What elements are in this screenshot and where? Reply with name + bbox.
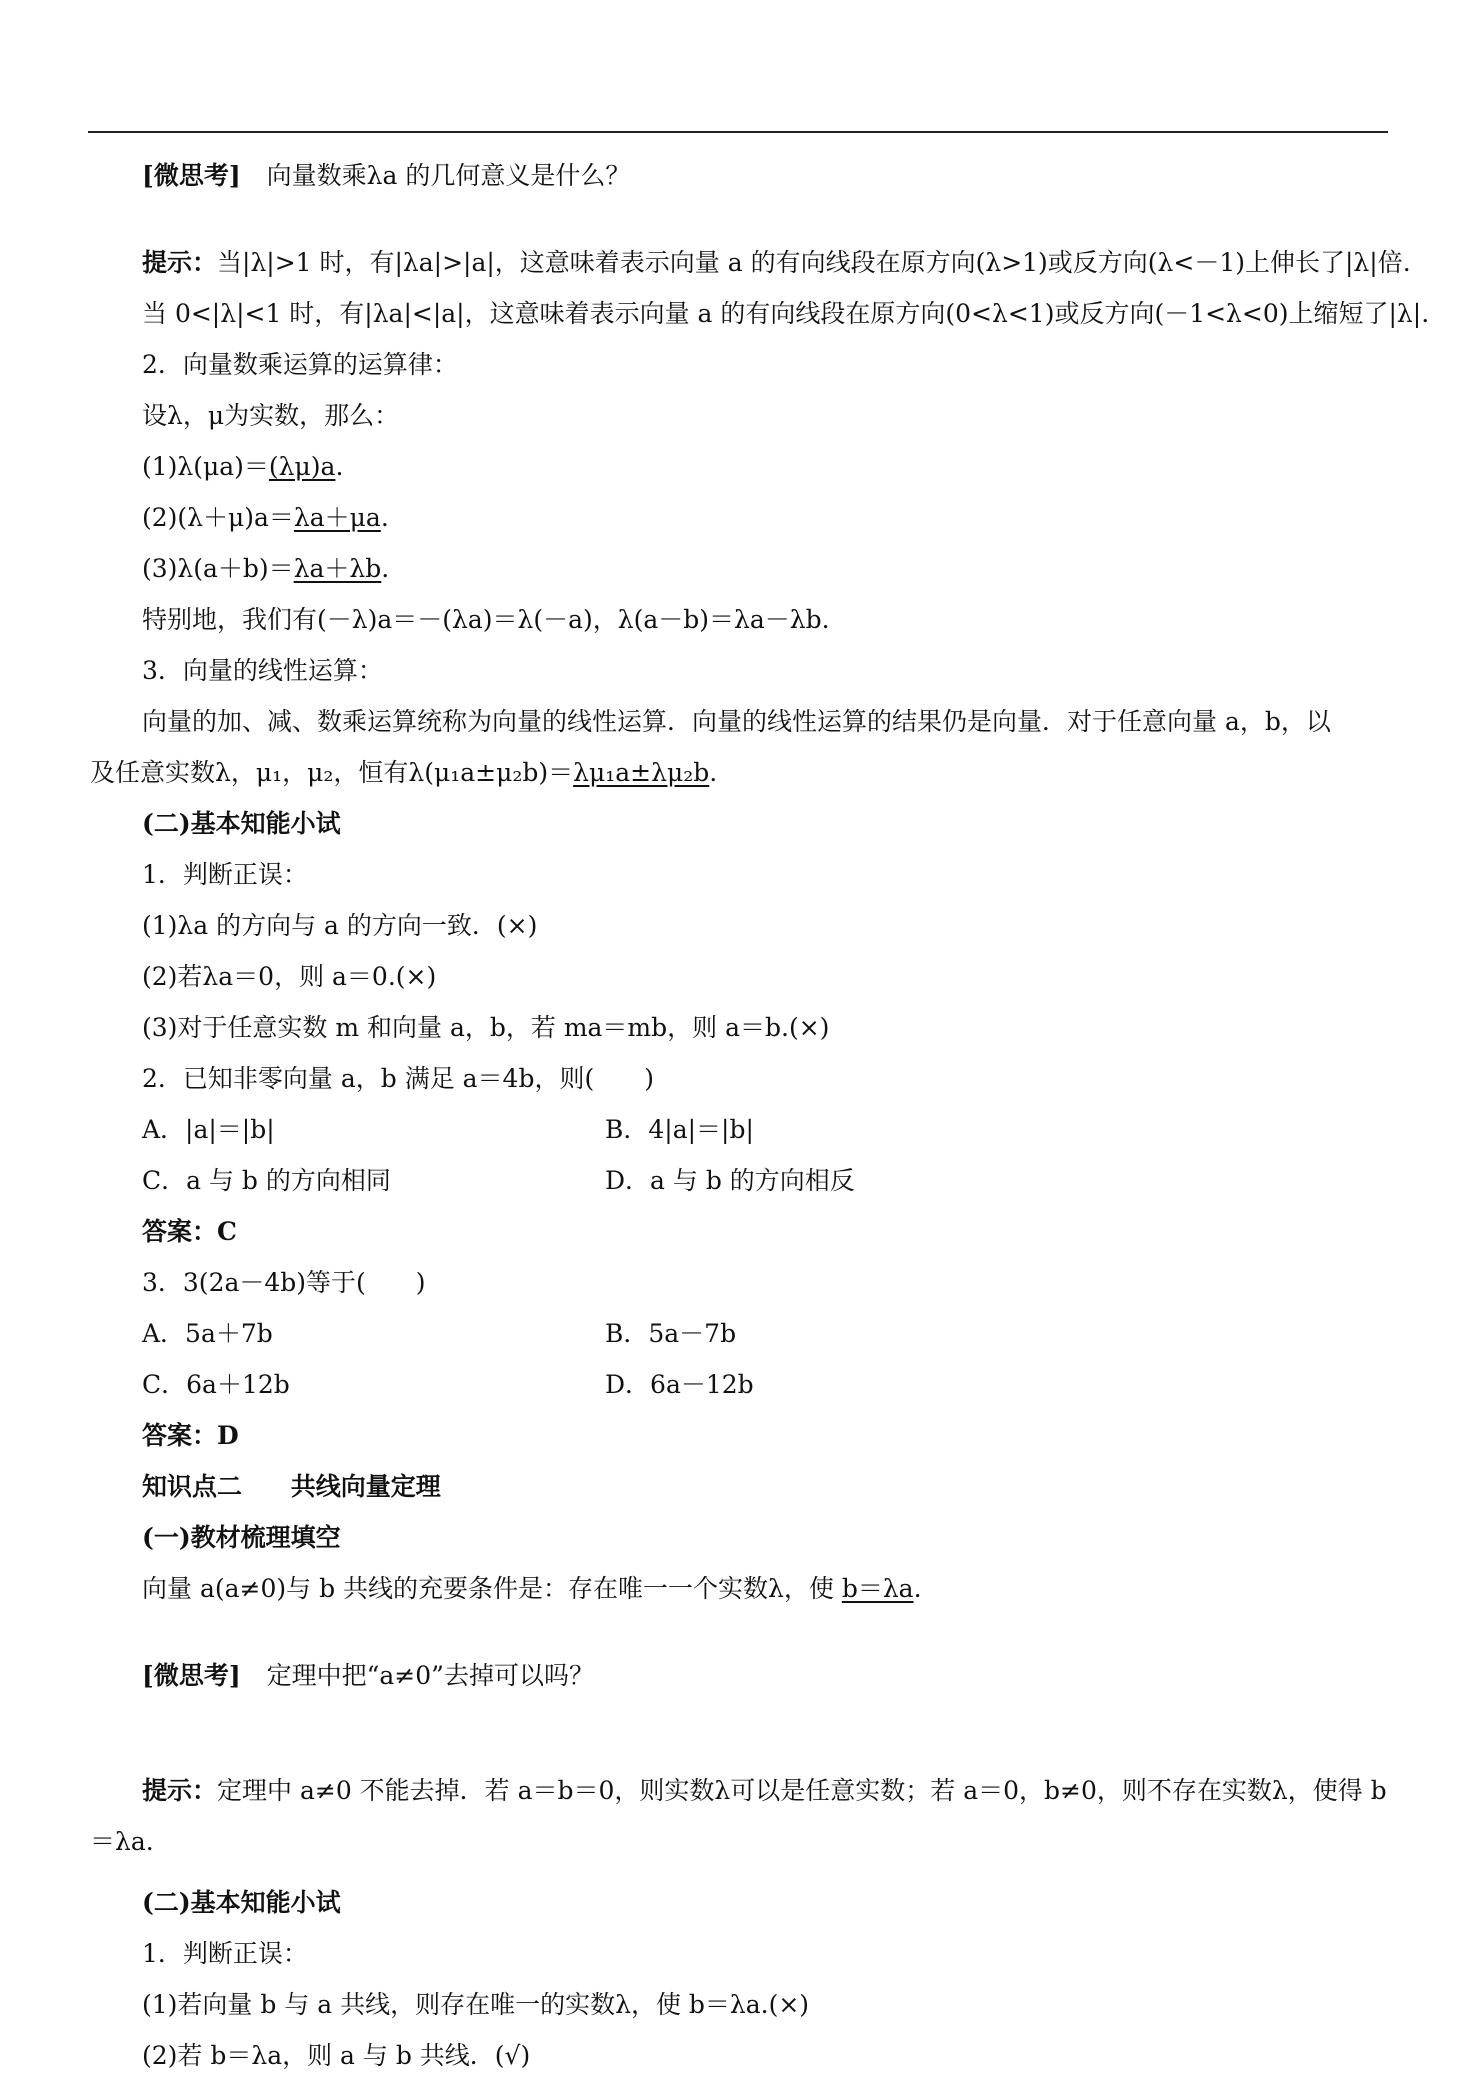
law-3	[90, 543, 1390, 594]
law-3-period: .	[381, 554, 390, 583]
option-d: D．a 与 b 的方向相反	[605, 1166, 855, 1195]
hint-label: 提示：	[142, 248, 218, 277]
hint-text: 当|λ|>1 时，有|λa|>|a|，这意味着表示向量 a 的有向线段在原方向(λ>1)或反方向(λ<－1)上伸长了|λ|倍.	[217, 248, 1411, 277]
linear-op-lhs: 及任意实数λ，μ₁，μ₂，恒有λ(μ₁a±μ₂b)＝	[90, 758, 574, 787]
quiz-1-q3-options-row-2	[90, 1359, 1390, 1410]
quiz-1-q3-options-row-1	[90, 1308, 1390, 1359]
quiz-1-heading: (二)基本知能小试	[142, 809, 341, 838]
law-2	[90, 492, 1390, 543]
option-b: B．4|a|＝|b|	[605, 1115, 754, 1144]
quiz-1-q1-item: (3)对于任意实数 m 和向量 a，b，若 ma＝mb，则 a＝b.(×)	[142, 1013, 830, 1042]
law-2-lhs: (2)(λ＋μ)a＝	[142, 503, 294, 532]
collinear-theorem-text: 向量 a(a≠0)与 b 共线的充要条件是：存在唯一一个实数λ，使	[142, 1574, 842, 1603]
option-c: C．a 与 b 的方向相同	[142, 1166, 391, 1195]
micro-think-2	[90, 1650, 1390, 1701]
option-c: C．6a＋12b	[142, 1370, 290, 1399]
quiz-2-q1-item: (1)若向量 b 与 a 共线，则存在唯一的实数λ，使 b＝λa.(×)	[142, 1990, 810, 2019]
hint-1-line-1	[90, 237, 1411, 288]
knowledge-point-label: 知识点二	[142, 1472, 243, 1501]
option-a: A．5a＋7b	[142, 1319, 273, 1348]
law-1-lhs: (1)λ(μa)＝	[142, 452, 269, 481]
hint-text: 定理中 a≠0 不能去掉．若 a＝b＝0，则实数λ可以是任意实数；若 a＝0，b≠0，则不存在实数λ，使得 b	[217, 1776, 1387, 1805]
quiz-1-q3-answer: 答案：D	[142, 1421, 239, 1450]
law-1	[90, 441, 1390, 492]
law-1-answer: (λμ)a	[268, 452, 336, 481]
micro-think-label: [微思考]	[142, 161, 241, 190]
linear-op-period: .	[709, 758, 718, 787]
quiz-2-heading: (二)基本知能小试	[142, 1888, 341, 1917]
option-d: D．6a－12b	[605, 1370, 754, 1399]
collinear-theorem-answer: b＝λa	[841, 1574, 914, 1603]
section-3-paragraph-line-2	[90, 747, 1390, 798]
hint-2-line-2: ＝λa.	[90, 1827, 154, 1856]
quiz-1-q2-answer: 答案：C	[142, 1217, 237, 1246]
special-case: 特别地，我们有(－λ)a＝－(λa)＝λ(－a)，λ(a－b)＝λa－λb.	[142, 605, 830, 634]
section-2-title: 2．向量数乘运算的运算律：	[142, 350, 458, 379]
hint-2-line-1	[90, 1765, 1390, 1816]
kp2-subheading: (一)教材梳理填空	[142, 1523, 341, 1552]
quiz-1-q2-title: 2．已知非零向量 a，b 满足 a＝4b，则( )	[142, 1064, 654, 1093]
knowledge-point-title: 共线向量定理	[290, 1472, 441, 1501]
hint-1-line-2: 当 0<|λ|<1 时，有|λa|<|a|，这意味着表示向量 a 的有向线段在原方向(0<λ<1)或反方向(－1<λ<0)上缩短了|λ|.	[142, 299, 1430, 328]
quiz-1-q3-title: 3．3(2a－4b)等于( )	[142, 1268, 426, 1297]
law-1-period: .	[335, 452, 344, 481]
quiz-1-q2-options-row-2	[90, 1155, 1390, 1206]
micro-think-question: 向量数乘λa 的几何意义是什么？	[266, 161, 631, 190]
section-3-paragraph-line-1: 向量的加、减、数乘运算统称为向量的线性运算．向量的线性运算的结果仍是向量．对于任意向量 a，b，以	[142, 707, 1331, 736]
option-a: A．|a|＝|b|	[142, 1115, 275, 1144]
content-body	[90, 150, 1430, 2081]
quiz-1-q2-options-row-1	[90, 1104, 1390, 1155]
quiz-1-q1-item: (2)若λa＝0，则 a＝0.(×)	[142, 962, 437, 991]
quiz-2-q1-title: 1．判断正误：	[142, 1939, 308, 1968]
law-2-period: .	[380, 503, 389, 532]
quiz-2-q1-item: (2)若 b＝λa，则 a 与 b 共线．(√)	[142, 2041, 531, 2070]
quiz-1-q1-title: 1．判断正误：	[142, 860, 308, 889]
hint-label: 提示：	[142, 1776, 218, 1805]
law-3-lhs: (3)λ(a＋b)＝	[142, 554, 294, 583]
quiz-1-q1-item: (1)λa 的方向与 a 的方向一致．(×)	[142, 911, 538, 940]
micro-think-label: [微思考]	[142, 1661, 241, 1690]
collinear-theorem	[90, 1563, 1390, 1614]
section-3-title: 3．向量的线性运算：	[142, 656, 383, 685]
knowledge-point-2-heading	[90, 1461, 1390, 1512]
header-rule	[88, 131, 1388, 133]
law-3-answer: λa＋λb	[293, 554, 382, 583]
law-2-answer: λa＋μa	[293, 503, 381, 532]
micro-think-1	[90, 150, 1390, 201]
linear-op-answer: λμ₁a±λμ₂b	[573, 758, 710, 787]
option-b: B．5a－7b	[605, 1319, 737, 1348]
collinear-theorem-period: .	[913, 1574, 922, 1603]
micro-think-question: 定理中把“a≠0”去掉可以吗？	[266, 1661, 594, 1690]
section-2-intro: 设λ，μ为实数，那么：	[142, 401, 400, 430]
